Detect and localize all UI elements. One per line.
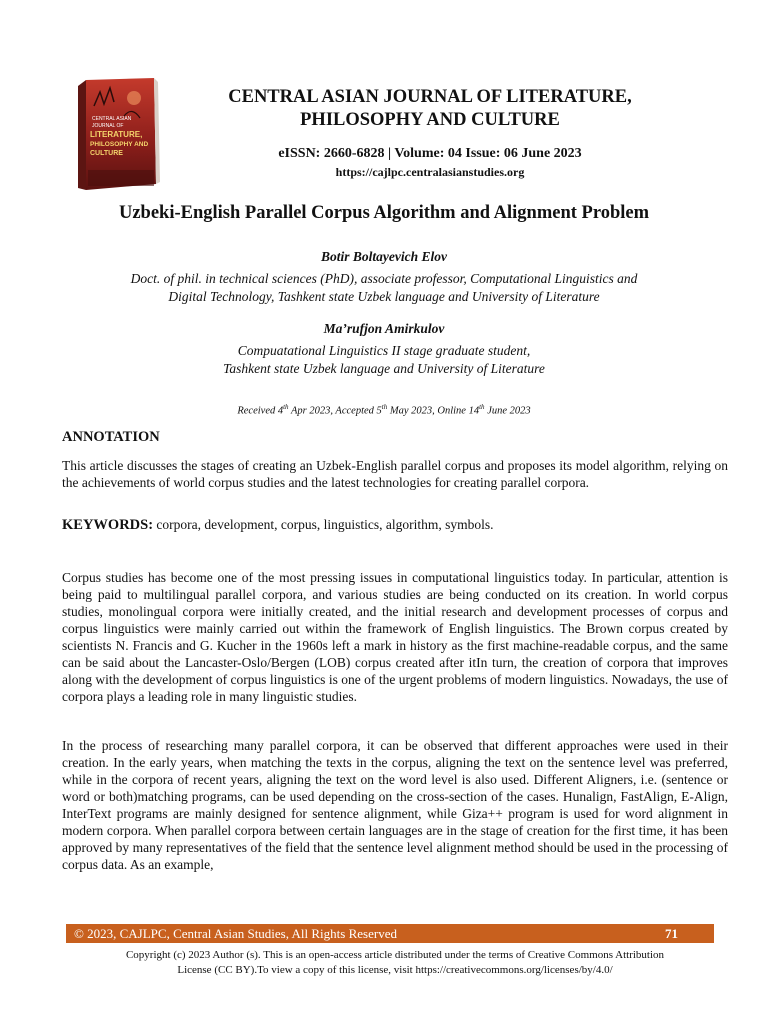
- issn-line: eISSN: 2660-6828 | Volume: 04 Issue: 06 June 2023: [278, 146, 582, 161]
- keywords-label: KEYWORDS:: [62, 517, 154, 533]
- license-line-2[interactable]: License (CC BY).To view a copy of this license, visit https://creativecommons.org/licenses/by/4.0/: [177, 964, 613, 976]
- affiliation-1-line-2: Digital Technology, Tashkent state Uzbek language and University of Literature: [168, 289, 600, 304]
- footer-copyright: © 2023, CAJLPC, Central Asian Studies, All Rights Reserved: [74, 926, 397, 941]
- author-affiliation-1: [40, 270, 728, 306]
- affiliation-2-line-1: Compuatational Linguistics II stage graduate student,: [237, 343, 531, 358]
- keywords-text: corpora, development, corpus, linguistics, algorithm, symbols.: [153, 517, 494, 532]
- cover-line-3: LITERATURE,: [90, 130, 143, 139]
- received-text-1: Received 4: [237, 405, 284, 417]
- journal-title: [170, 86, 690, 132]
- journal-cover-image: [74, 76, 162, 194]
- body-paragraph-2: In the process of researching many parallel corpora, it can be observed that different approaches were used in their creation. In the early years, when matching the texts in the corpus, aligning the text on the sentence level was preferred, while in the corpora of recent years, aligning the text on the word level is also used. Different Aligners, i.e. (sentence or word or both)matching programs, can be used depending on the cross-section of the cases. Hunalign, FastAlign, E-Align, InterText programs are mainly designed for sentence alignment, while Giza++ program is used for word alignment in modern corpora. When parallel corpora between certain languages are in the stage of creation for the first time, it has been approved by many representatives of the field that the sentence level alignment method should be used in the processing of corpus data. As an example,: [62, 738, 728, 872]
- affiliation-1-line-1: Doct. of phil. in technical sciences (PhD), associate professor, Computational Linguistics and: [130, 271, 638, 286]
- author-affiliation-2: [40, 342, 728, 378]
- annotation-heading: ANNOTATION: [62, 429, 160, 445]
- journal-title-line-2: PHILOSOPHY AND CULTURE: [300, 110, 560, 130]
- received-sup-2: th: [381, 403, 388, 411]
- received-text-4: June 2023: [484, 405, 531, 417]
- body-paragraph-1: Corpus studies has become one of the most pressing issues in computational linguistics today. In particular, attention is being paid to multilingual parallel corpora, and various studies are being conducted on its creation. In world corpus studies, monolingual corpora were initially created, and the initial research and development processes of corpus and corpus linguistics were mainly carried out within the framework of English linguistics. The Brown corpus created by scientists N. Francis and G. Kucher in the 1960s left a mark in history as the first machine-readable corpus, and the same can be said about the Lancaster-Oslo/Bergen (LOB) corpus created after itIn turn, the creation of corpora that improves along with the development of corpus linguistics is one of the urgent problems of modern linguistics. Nowadays, the use of corpora plays a leading role in many linguistic studies.: [62, 570, 728, 704]
- paper-title: Uzbeki-English Parallel Corpus Algorithm and Alignment Problem: [118, 203, 650, 223]
- received-text-2: Apr 2023, Accepted 5: [288, 405, 382, 417]
- author-name-1: Botir Boltayevich Elov: [321, 249, 447, 264]
- keywords-line: [62, 516, 728, 534]
- author-name-2: Ma’rufjon Amirkulov: [323, 321, 445, 336]
- cover-line-1: CENTRAL ASIAN: [92, 116, 132, 122]
- license-notice: [62, 948, 728, 978]
- cover-line-4: PHILOSOPHY AND: [90, 141, 149, 148]
- journal-url[interactable]: https://cajlpc.centralasianstudies.org: [335, 165, 525, 179]
- received-sup-3: th: [479, 403, 485, 411]
- cover-line-5: CULTURE: [90, 150, 123, 157]
- received-text-3: May 2023, Online 14: [387, 405, 480, 417]
- affiliation-2-line-2: Tashkent state Uzbek language and University of Literature: [223, 361, 545, 376]
- footer-bar: [66, 924, 714, 943]
- page-number: 71: [665, 926, 678, 941]
- license-line-1: Copyright (c) 2023 Author (s). This is an open-access article distributed under the terms of Creative Commons Attribution: [125, 949, 665, 961]
- annotation-text: This article discusses the stages of creating an Uzbek-English parallel corpus and proposes its model algorithm, relying on the achievements of world corpus studies and the latest technologies for creating parallel corpora.: [62, 458, 728, 490]
- received-sup-1: th: [283, 403, 289, 411]
- received-dates: [40, 403, 728, 417]
- journal-title-line-1: CENTRAL ASIAN JOURNAL OF LITERATURE,: [228, 87, 632, 107]
- cover-line-2: JOURNAL OF: [92, 123, 124, 129]
